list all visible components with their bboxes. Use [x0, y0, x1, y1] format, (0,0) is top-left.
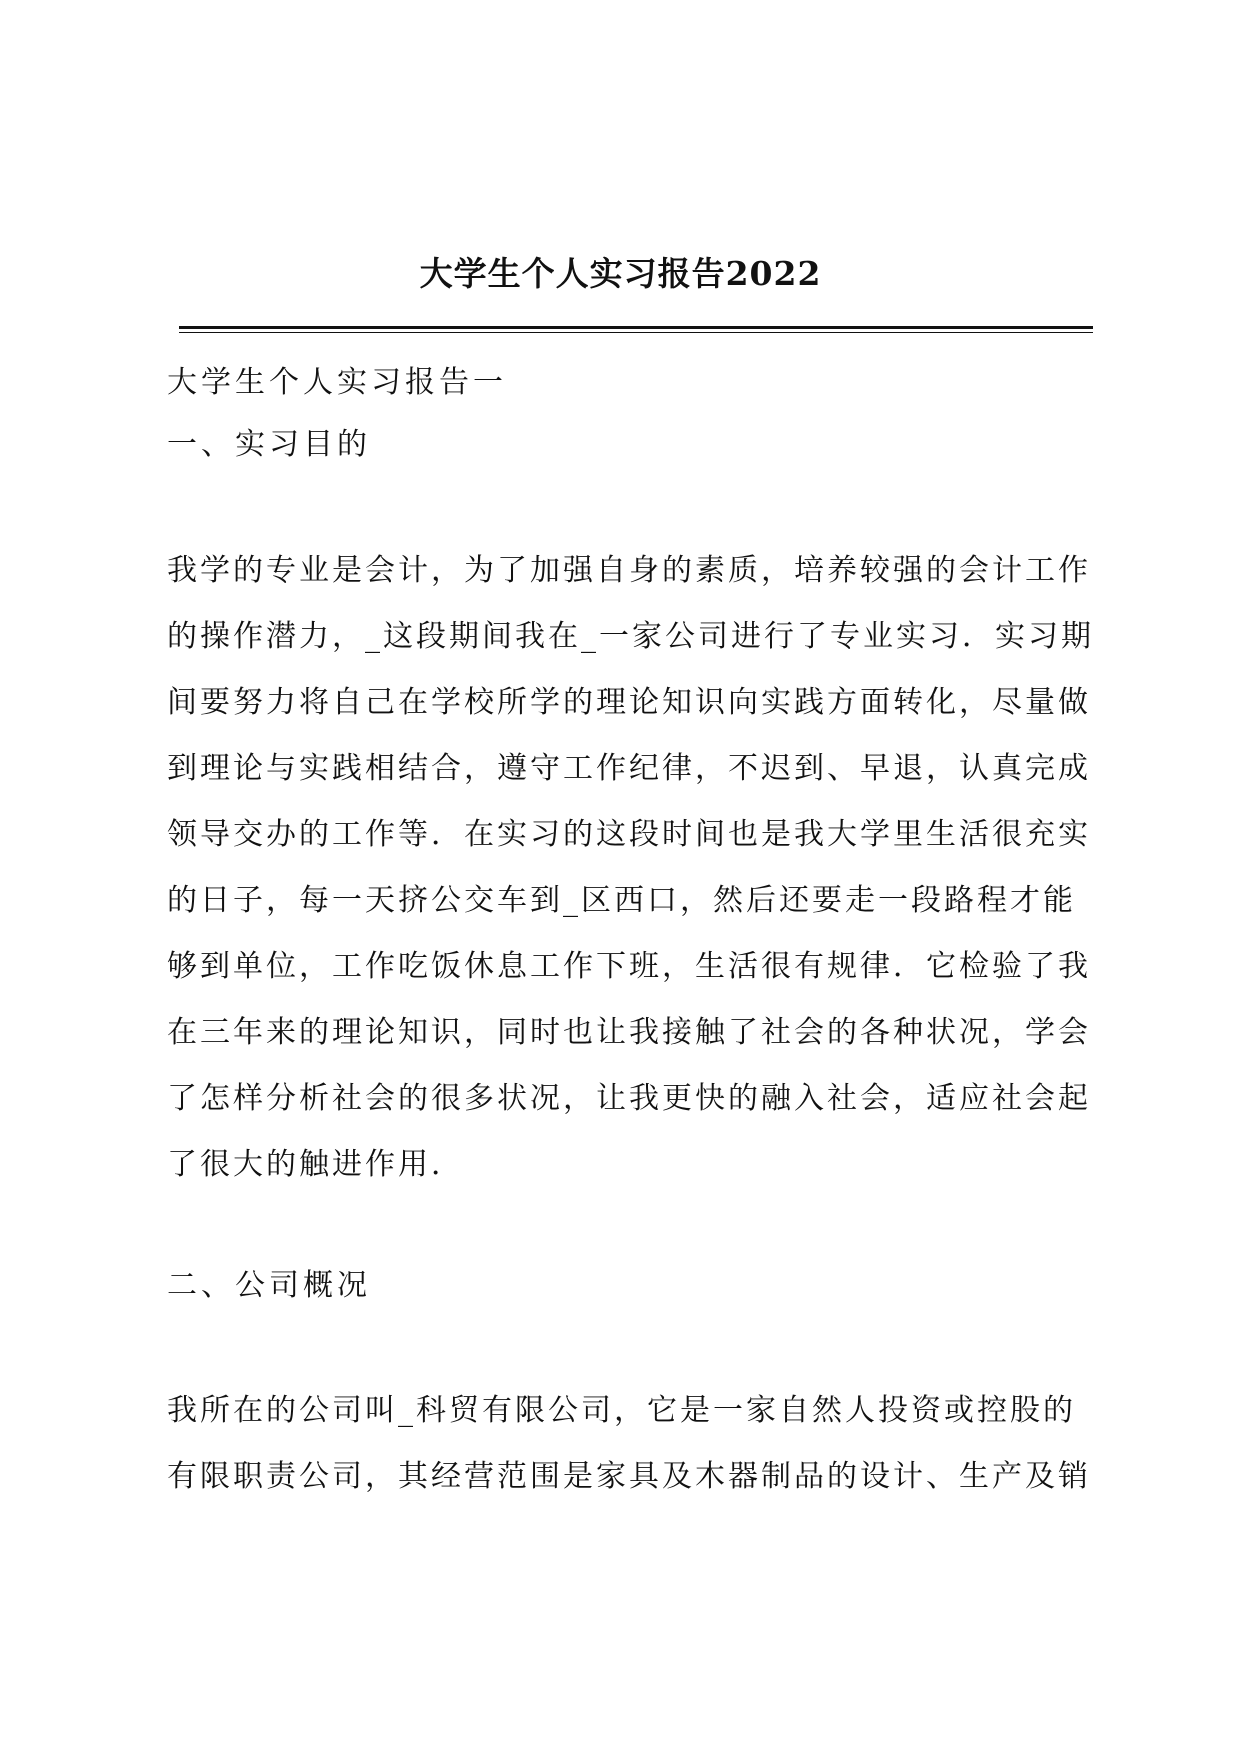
paragraph-line: 到理论与实践相结合，遵守工作纪律，不迟到、早退，认真完成	[167, 751, 1091, 786]
paragraph-line: 的操作潜力，_这段期间我在_一家公司进行了专业实习．实习期	[167, 619, 1094, 654]
document-title: 大学生个人实习报告2022	[419, 254, 822, 293]
title-divider-thin	[179, 332, 1093, 333]
paragraph-line: 在三年来的理论知识，同时也让我接触了社会的各种状况，学会	[167, 1015, 1091, 1050]
paragraph-line: 有限职责公司，其经营范围是家具及木器制品的设计、生产及销	[167, 1459, 1091, 1494]
paragraph-line: 我学的专业是会计，为了加强自身的素质，培养较强的会计工作	[167, 553, 1091, 588]
paragraph-line: 了很大的触进作用．	[167, 1147, 464, 1182]
section-heading-company: 二、公司概况	[167, 1268, 371, 1303]
title-divider-thick	[179, 326, 1093, 329]
paragraph-line: 够到单位，工作吃饭休息工作下班，生活很有规律．它检验了我	[167, 949, 1091, 984]
paragraph-line: 的日子，每一天挤公交车到_区西口，然后还要走一段路程才能	[167, 883, 1076, 918]
paragraph-line: 了怎样分析社会的很多状况，让我更快的融入社会，适应社会起	[167, 1081, 1091, 1116]
section-body-company	[167, 1391, 1097, 1523]
paragraph-line: 领导交办的工作等．在实习的这段时间也是我大学里生活很充实	[167, 817, 1091, 852]
section-body-purpose	[167, 551, 1097, 1211]
section-heading-purpose: 一、实习目的	[167, 427, 371, 462]
paragraph-line: 我所在的公司叫_科贸有限公司，它是一家自然人投资或控股的	[167, 1393, 1076, 1428]
report-subtitle: 大学生个人实习报告一	[167, 365, 507, 400]
paragraph-line: 间要努力将自己在学校所学的理论知识向实践方面转化，尽量做	[167, 685, 1091, 720]
